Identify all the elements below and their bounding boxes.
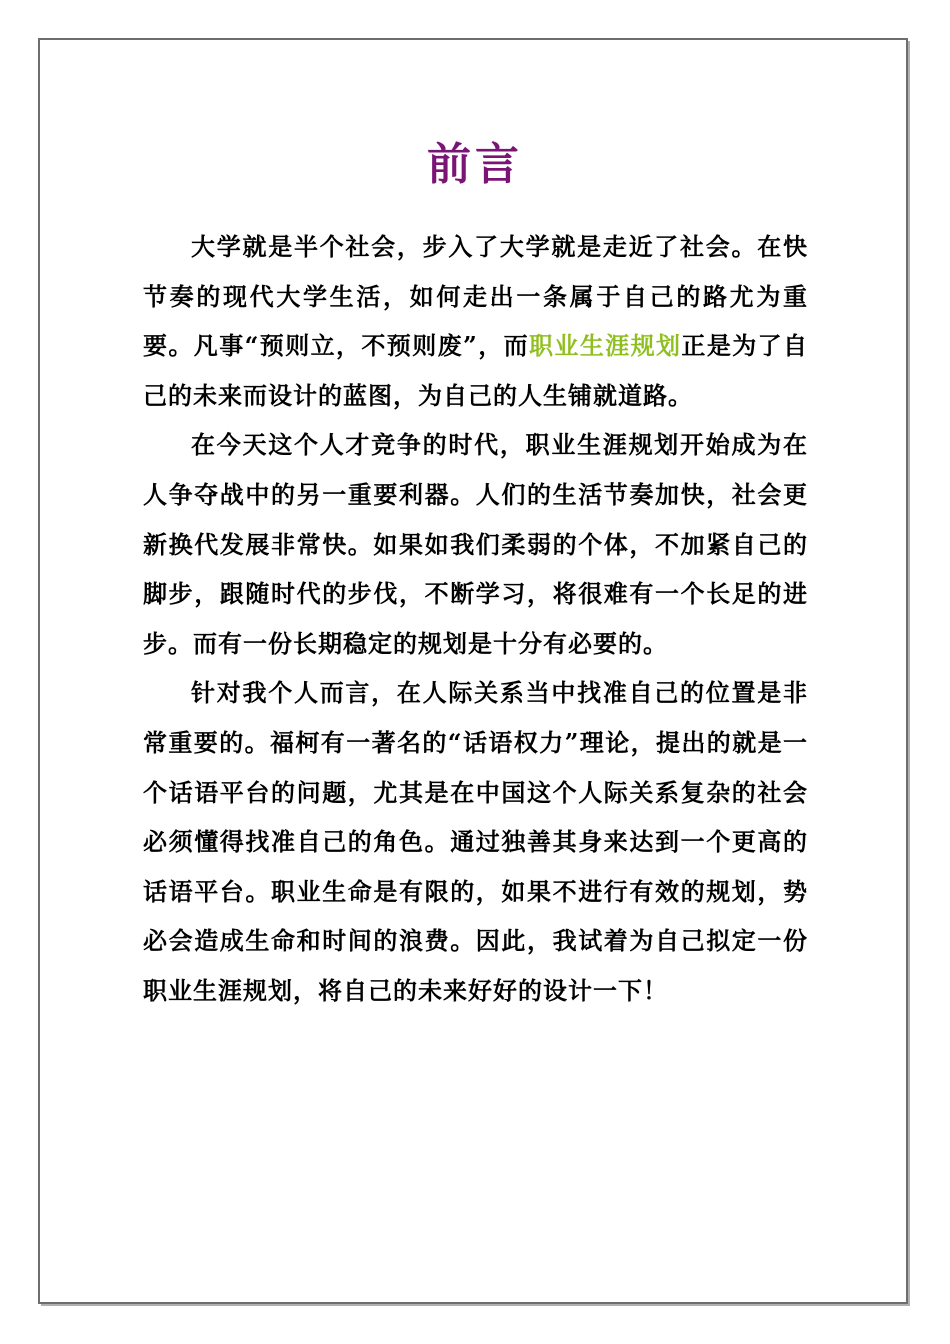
paragraph-1-text-before: 大学就是半个社会，步入了大学就是走近了社会。在快节奏的现代大学生活，如何走出一条属于自己的路尤为重要。凡事“预则立，不预则废”，而: [143, 232, 808, 361]
paragraph-1-text-after: 正是为了自己的未来而设计的蓝图，为自己的人生铺就道路。: [143, 331, 809, 410]
paragraph-2: 在今天这个人才竞争的时代，职业生涯规划开始成为在人争夺战中的另一重要利器。人们的生活节奏加快，社会更新换代发展非常快。如果如我们柔弱的个体，不加紧自己的脚步，跟随时代的步伐，不断学习，将很难有一个长足的进步。而有一份长期稳定的规划是十分有必要的。: [143, 430, 808, 658]
document-body: [143, 222, 808, 1016]
paragraph-3: 针对我个人而言，在人际关系当中找准自己的位置是非常重要的。福柯有一著名的“话语权力”理论，提出的就是一个话语平台的问题，尤其是在中国这个人际关系复杂的社会必须懂得找准自己的角色。通过独善其身来达到一个更高的话语平台。职业生命是有限的，如果不进行有效的规划，势必会造成生命和时间的浪费。因此，我试着为自己拟定一份职业生涯规划，将自己的未来好好的设计一下！: [143, 678, 808, 1005]
page-title: 前言: [427, 139, 523, 190]
paragraph-1: [143, 222, 808, 420]
highlighted-term: 职业生涯规划: [529, 331, 682, 361]
